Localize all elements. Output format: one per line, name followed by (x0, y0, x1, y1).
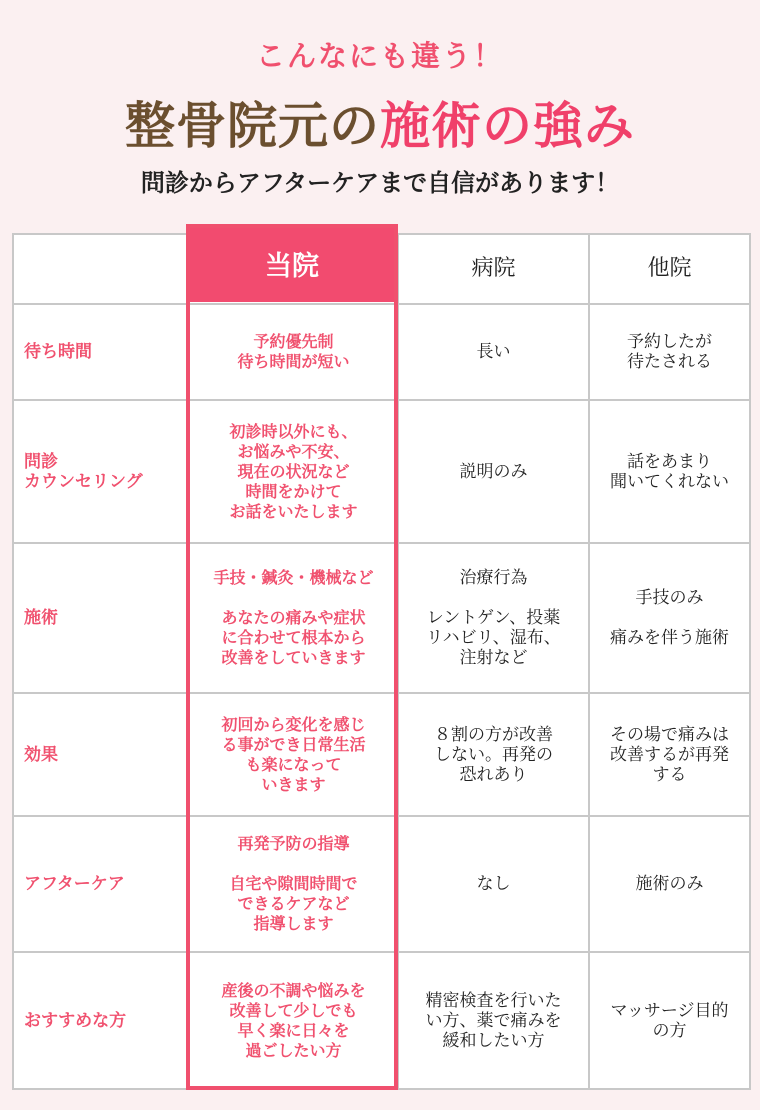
table-row (13, 816, 750, 952)
hospital-cell (398, 400, 589, 543)
header-our-clinic: 当院 (186, 224, 398, 302)
other-cell (589, 400, 750, 543)
cell-line: お悩みや不安、 (237, 441, 350, 461)
comparison-table (12, 233, 751, 1090)
cell-line: する (652, 764, 687, 785)
category-label: アフターケア (24, 874, 125, 894)
title-part-strength: 施術の強み (380, 97, 635, 155)
cell-line: できるケアなど (237, 894, 350, 913)
hospital-cell (398, 543, 589, 693)
row-category-recommended (13, 952, 189, 1089)
category-label: 施術 (24, 608, 58, 628)
cell-line: 再発予防の指導 (237, 834, 350, 853)
cell-line: 早く楽に日々を (237, 1020, 350, 1040)
hospital-cell (398, 816, 589, 952)
cell-line: なし (476, 874, 511, 894)
cell-line: 改善して少しでも (229, 1000, 358, 1020)
cell-line: 注射など (459, 648, 528, 668)
cell-line: 予約したが (627, 332, 712, 352)
row-category-counseling (13, 400, 189, 543)
cell-line: る事ができ日常生活 (221, 734, 366, 754)
cell-line: 施術のみ (635, 874, 704, 894)
cell-line: その場で痛みは (610, 724, 729, 745)
hospital-cell (398, 693, 589, 816)
spacer (405, 588, 582, 608)
table-row (13, 400, 750, 543)
cell-line: 話をあまり (627, 451, 712, 472)
header-other-clinic: 他院 (589, 234, 750, 304)
category-label: 待ち時間 (24, 342, 92, 362)
cell-line: 指導します (253, 914, 334, 933)
cell-line: も楽になって (245, 754, 342, 774)
category-label: 問診 (24, 451, 58, 472)
cell-line: 時間をかけて (245, 481, 342, 501)
cell-line: お話をいたします (229, 501, 358, 521)
spacer (196, 588, 391, 608)
cell-line: 治療行為 (459, 568, 528, 588)
row-category-aftercare (13, 816, 189, 952)
lead-text: こんなにも違う！ (255, 39, 504, 73)
cell-line: 手技・鍼灸・機械など (213, 568, 374, 587)
cell-line: 産後の不調や悩みを (221, 980, 366, 1000)
row-category-wait-time (13, 304, 189, 400)
cell-line: ８割の方が改善 (434, 724, 553, 745)
hospital-cell (398, 304, 589, 400)
cell-line: 聞いてくれない (610, 471, 729, 492)
table-row (13, 693, 750, 816)
table-row (13, 543, 750, 693)
hero-section (0, 0, 760, 230)
cell-line: しない。再発の (434, 744, 553, 765)
cell-line: 痛みを伴う施術 (610, 628, 729, 648)
cell-line: 手技のみ (635, 588, 704, 608)
category-label: カウンセリング (24, 471, 143, 492)
hospital-cell (398, 952, 589, 1089)
cell-line: に合わせて根本から (221, 628, 366, 647)
cell-line: 予約優先制 (253, 332, 334, 351)
cell-line: あなたの痛みや症状 (221, 608, 366, 627)
other-cell (589, 693, 750, 816)
row-category-effect (13, 693, 189, 816)
cell-line: レントゲン、投薬 (426, 608, 561, 628)
cell-line: 自宅や隙間時間で (229, 874, 358, 893)
cell-line: 改善するが再発 (610, 744, 729, 765)
cell-line: 精密検査を行いた (425, 990, 562, 1011)
cell-line: リハビリ、湿布、 (426, 628, 561, 648)
other-cell (589, 543, 750, 693)
table-row (13, 952, 750, 1089)
cell-line: マッサージ目的 (610, 1000, 729, 1021)
ours-cell (189, 816, 398, 952)
category-label: おすすめな方 (24, 1010, 127, 1031)
cell-line: 恐れあり (459, 764, 528, 785)
ours-cell (189, 543, 398, 693)
ours-cell (189, 952, 398, 1089)
cell-line: 初診時以外にも、 (229, 421, 358, 441)
cell-line: 説明のみ (459, 461, 528, 482)
ours-cell (189, 304, 398, 400)
spacer (196, 854, 391, 874)
cell-line: 現在の状況など (237, 461, 350, 481)
cell-line: 長い (476, 342, 511, 362)
cell-line: 初回から変化を感じ (221, 714, 366, 734)
category-label: 効果 (24, 744, 58, 765)
cell-line: いきます (261, 774, 326, 794)
other-cell (589, 952, 750, 1089)
cell-line: 待たされる (627, 352, 712, 372)
cell-line: 待ち時間が短い (237, 352, 350, 371)
row-category-treatment (13, 543, 189, 693)
cell-line: 過ごしたい方 (245, 1040, 342, 1060)
header-blank-cell (13, 234, 189, 304)
header-hospital: 病院 (398, 234, 589, 304)
other-cell (589, 816, 750, 952)
cell-line: 緩和したい方 (442, 1030, 545, 1051)
cell-line: の方 (652, 1020, 687, 1041)
title-part-clinic: 整骨院元の (125, 97, 380, 155)
table-row (13, 304, 750, 400)
ours-cell (189, 400, 398, 543)
cell-line: 改善をしていきます (221, 648, 366, 667)
cell-line: い方、薬で痛みを (425, 1010, 562, 1031)
page-subtitle: 問診からアフターケアまで自信があります！ (140, 169, 620, 197)
ours-cell (189, 693, 398, 816)
spacer (596, 608, 743, 628)
page-title (0, 86, 760, 158)
other-cell (589, 304, 750, 400)
